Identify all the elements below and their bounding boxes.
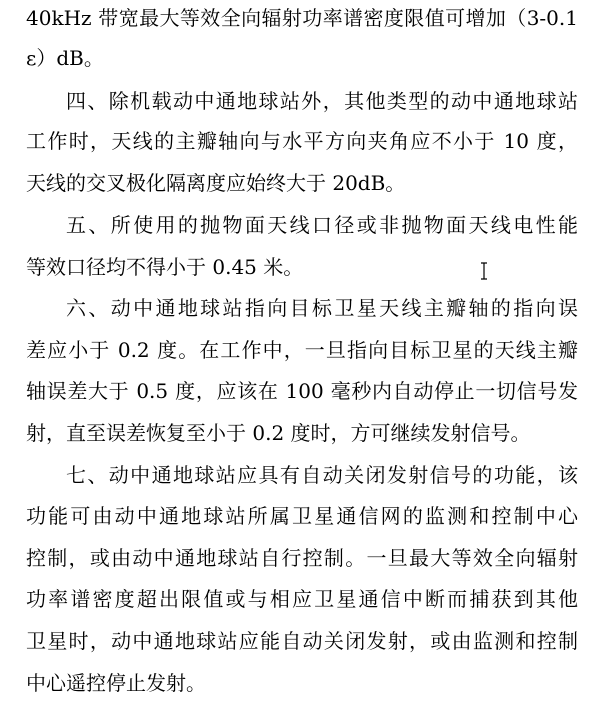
- text-line: 射，直至误差恢复至小于 0.2 度时，方可继续发射信号。: [26, 421, 531, 445]
- text-line: 工作时，天线的主瓣轴向与水平方向夹角应不小于 10 度，: [26, 129, 578, 153]
- text-line: ε）dB。: [26, 46, 104, 70]
- text-line: 中心遥控停止发射。: [26, 671, 206, 695]
- paragraph-7-line: 七、动中通地球站应具有自动关闭发射信号的功能，该: [66, 463, 578, 487]
- text-line: 控制，或由动中通地球站自行控制。一旦最大等效全向辐射: [26, 546, 578, 570]
- text-cursor-icon: [479, 262, 489, 280]
- text-line: 差应小于 0.2 度。在工作中，一旦指向目标卫星的天线主瓣: [26, 338, 578, 362]
- text-line: 功率谱密度超出限值或与相应卫星通信中断而捕获到其他: [26, 587, 578, 611]
- text-line: 天线的交叉极化隔离度应始终大于 20dB。: [26, 171, 406, 195]
- text-line: 40kHz 带宽最大等效全向辐射功率谱密度限值可增加（3-0.1: [26, 6, 578, 30]
- text-line: 等效口径均不得小于 0.45 米。: [26, 255, 304, 279]
- paragraph-4-line: 四、除机载动中通地球站外，其他类型的动中通地球站: [66, 89, 578, 113]
- text-line: 功能可由动中通地球站所属卫星通信网的监测和控制中心: [26, 504, 578, 528]
- text-line: 轴误差大于 0.5 度，应该在 100 毫秒内自动停止一切信号发: [26, 379, 578, 403]
- paragraph-6-line: 六、动中通地球站指向目标卫星天线主瓣轴的指向误: [66, 296, 578, 320]
- paragraph-5-line: 五、所使用的抛物面天线口径或非抛物面天线电性能: [66, 213, 578, 237]
- text-line: 卫星时，动中通地球站应能自动关闭发射，或由监测和控制: [26, 629, 578, 653]
